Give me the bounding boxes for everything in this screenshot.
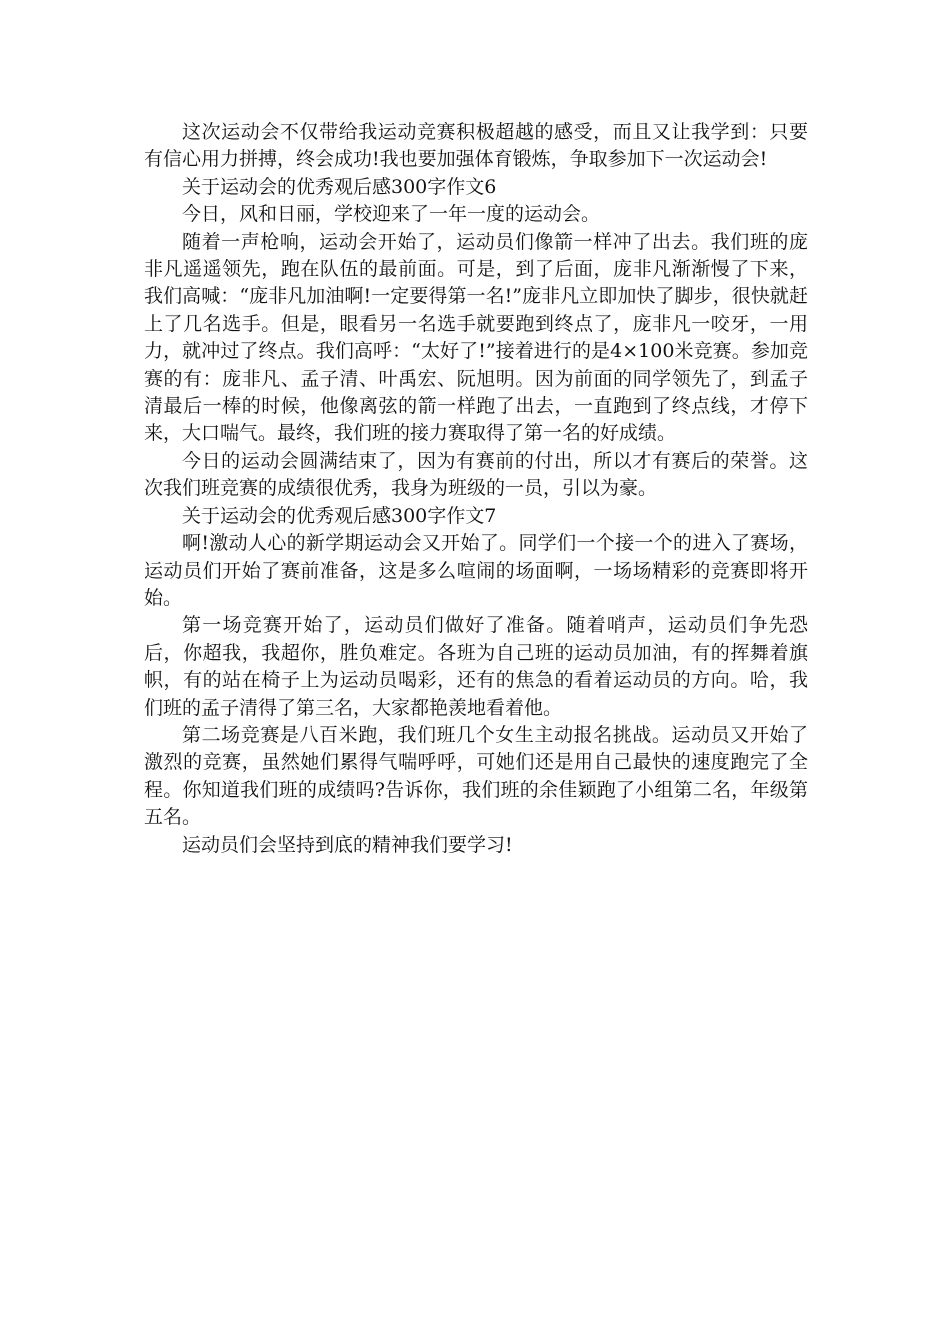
essay-heading-6: 关于运动会的优秀观后感300字作文6	[182, 175, 497, 198]
paragraph-essay6-opening: 今日，风和日丽，学校迎来了一年一度的运动会。	[182, 203, 601, 226]
paragraph-essay6-race: 随着一声枪响，运动会开始了，运动员们像箭一样冲了出去。我们班的庞非凡遥遥领先，跑在队伍的最前面。可是，到了后面，庞非凡渐渐慢了下来，我们高喊：“庞非凡加油啊!一定要得第一名!”庞非凡立即加快了脚步，很快就赶上了几名选手。但是，眼看另一名选手就要跑到终点了，庞非凡一咬牙，一用力，就冲过了终点。我们高呼：“太好了!”接着进行的是4×100米竞赛。参加竞赛的有：庞非凡、孟子清、叶禹宏、阮旭明。因为前面的同学领先了，到孟子清最后一棒的时候，他像离弦的箭一样跑了出去，一直跑到了终点线，才停下来，大口喘气。最终，我们班的接力赛取得了第一名的好成绩。	[144, 230, 808, 445]
paragraph-intro-conclusion: 这次运动会不仅带给我运动竞赛积极超越的感受，而且又让我学到：只要有信心用力拼搏，终会成功!我也要加强体育锻炼，争取参加下一次运动会!	[144, 121, 808, 171]
paragraph-essay7-second-race: 第二场竞赛是八百米跑，我们班几个女生主动报名挑战。运动员又开始了激烈的竞赛，虽然她们累得气喘呼呼，可她们还是用自己最快的速度跑完了全程。你知道我们班的成绩吗?告诉你，我们班的余佳颖跑了小组第二名，年级第五名。	[144, 723, 808, 829]
paragraph-essay6-ending: 今日的运动会圆满结束了，因为有赛前的付出，所以才有赛后的荣誉。这次我们班竞赛的成绩很优秀，我身为班级的一员，引以为豪。	[144, 449, 808, 500]
essay-heading-7: 关于运动会的优秀观后感300字作文7	[182, 504, 497, 527]
document-body	[144, 119, 808, 859]
paragraph-essay7-ending: 运动员们会坚持到底的精神我们要学习!	[182, 833, 513, 856]
paragraph-essay7-first-race: 第一场竞赛开始了，运动员们做好了准备。随着哨声，运动员们争先恐后，你超我，我超你，胜负难定。各班为自己班的运动员加油，有的挥舞着旗帜，有的站在椅子上为运动员喝彩，还有的焦急的看着运动员的方向。哈，我们班的孟子清得了第三名，大家都艳羡地看着他。	[144, 614, 808, 719]
paragraph-essay7-opening: 啊!激动人心的新学期运动会又开始了。同学们一个接一个的进入了赛场，运动员们开始了赛前准备，这是多么喧闹的场面啊，一场场精彩的竞赛即将开始。	[144, 532, 808, 609]
